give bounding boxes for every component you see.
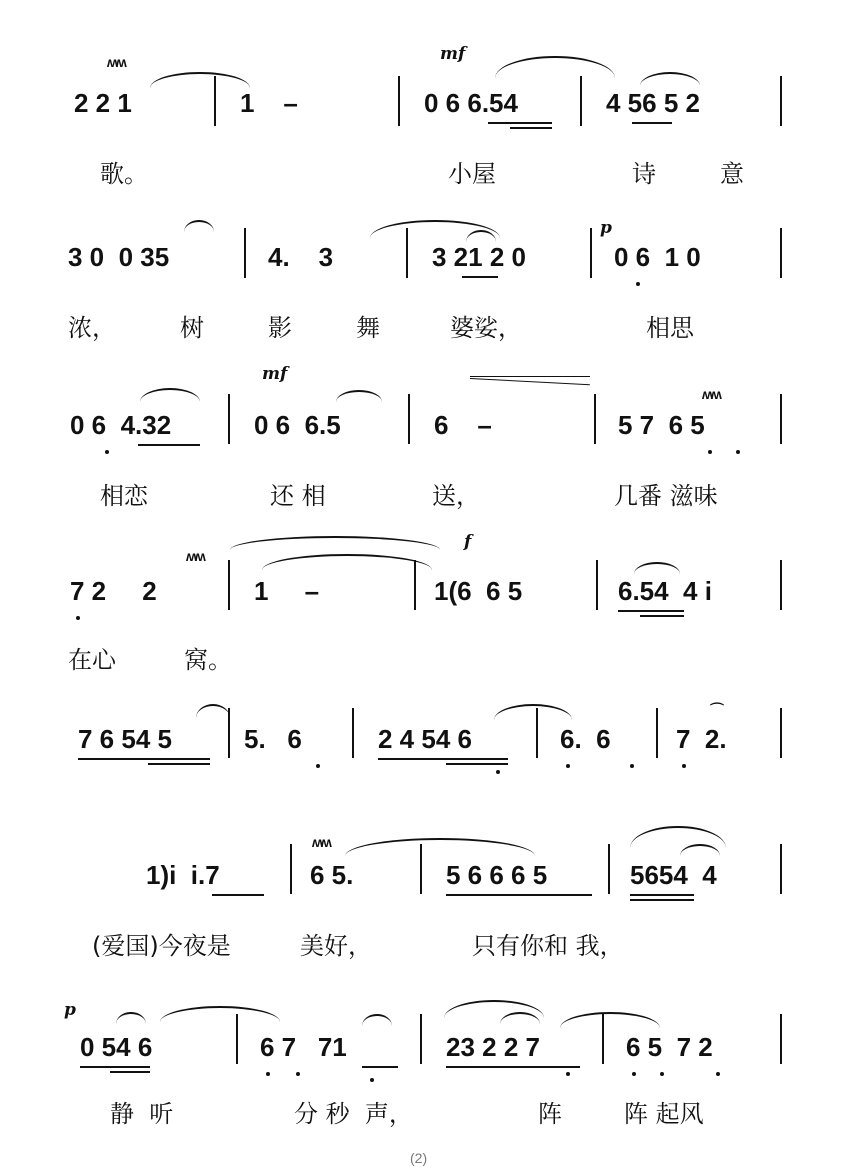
slur <box>262 554 432 570</box>
underline <box>148 763 210 765</box>
notes-measure: 4 56 5 2 <box>606 88 700 118</box>
underline <box>362 1066 398 1068</box>
slur <box>640 72 700 86</box>
notes-measure: 0 6 6.54 <box>424 88 518 118</box>
page-number: (2) <box>410 1150 428 1166</box>
bar-line <box>602 1014 604 1064</box>
octave-dot <box>296 1072 300 1076</box>
slur <box>140 388 200 402</box>
dynamic-mark: f <box>464 532 472 552</box>
underline <box>630 894 694 896</box>
lyric: 树 <box>180 314 204 342</box>
lyric: 诗 <box>632 160 656 188</box>
octave-dot <box>708 450 712 454</box>
notes-measure: 6.54 4 i <box>618 576 712 606</box>
bar-line <box>214 76 216 126</box>
slur <box>362 1014 392 1026</box>
lyric: 歌。 <box>100 160 148 188</box>
notes-measure: 2 4 54 6 <box>378 724 472 754</box>
bar-line <box>580 76 582 126</box>
notes-measure: 3 21 2 0 <box>432 242 526 272</box>
bar-line <box>594 394 596 444</box>
slur <box>345 838 535 856</box>
octave-dot <box>736 450 740 454</box>
lyric: 舞 <box>356 314 380 342</box>
slur <box>495 56 615 78</box>
lyric: 小屋 <box>448 160 496 188</box>
underline <box>632 122 672 124</box>
lyric: 分 秒 声， <box>294 1100 413 1128</box>
octave-dot <box>566 764 570 768</box>
underline <box>110 1071 150 1073</box>
octave-dot <box>636 282 640 286</box>
bar-line <box>590 228 592 278</box>
bar-line <box>656 708 658 758</box>
dynamic-mark: p <box>600 218 612 238</box>
lyric: 婆娑， <box>450 314 522 342</box>
bar-line <box>414 560 416 610</box>
slur <box>196 704 230 718</box>
slur <box>160 1006 280 1022</box>
octave-dot <box>76 616 80 620</box>
notes-measure: 1 – <box>254 576 320 606</box>
lyric: 只有你和 我， <box>472 932 624 960</box>
octave-dot <box>370 1078 374 1082</box>
lyric: 阵 <box>538 1100 562 1128</box>
lyric: 相思 <box>646 314 694 342</box>
octave-dot <box>566 1072 570 1076</box>
bar-line <box>596 560 598 610</box>
octave-dot <box>682 764 686 768</box>
underline <box>446 763 508 765</box>
bar-line <box>608 844 610 894</box>
lyric: 意 <box>720 160 744 188</box>
underline <box>138 444 200 446</box>
bar-line <box>780 228 782 278</box>
bar-line <box>228 394 230 444</box>
notes-measure: 0 6 6.5 <box>254 410 341 440</box>
slur <box>634 562 680 574</box>
lyric: 影 <box>268 314 292 342</box>
notes-measure: 1(6 6 5 <box>434 576 523 606</box>
bar-line <box>420 1014 422 1064</box>
mordent-mark: ʍʍ <box>702 386 720 402</box>
underline <box>80 1066 150 1068</box>
bar-line <box>244 228 246 278</box>
slur <box>494 704 572 720</box>
slur <box>116 1012 146 1024</box>
mordent-mark: ʍʍ <box>312 834 330 850</box>
notes-measure: 1 – <box>240 88 298 118</box>
underline <box>446 1066 580 1068</box>
bar-line <box>290 844 292 894</box>
octave-dot <box>660 1072 664 1076</box>
notes-measure: 3 0 0 35 <box>68 242 170 272</box>
notes-measure: 6 7 71 <box>260 1032 347 1062</box>
lyric: 阵 起风 <box>624 1100 704 1128</box>
lyric: 还 相 <box>270 482 326 510</box>
underline <box>630 899 694 901</box>
hairpin-line <box>470 378 590 385</box>
lyric: 几番 滋味 <box>614 482 718 510</box>
slur <box>560 1012 660 1028</box>
bar-line <box>236 1014 238 1064</box>
notes-measure: 23 2 2 7 <box>446 1032 540 1062</box>
notes-measure: 4. 3 <box>268 242 334 272</box>
lyric: 送， <box>432 482 480 510</box>
bar-line <box>780 1014 782 1064</box>
notes-measure: 6 5. <box>310 860 354 890</box>
slur <box>230 536 440 550</box>
notes-measure: 6 – <box>434 410 492 440</box>
underline <box>446 894 592 896</box>
mordent-mark: ʍʍ <box>186 548 204 564</box>
octave-dot <box>266 1072 270 1076</box>
octave-dot <box>496 770 500 774</box>
lyric: 在心 <box>68 646 116 674</box>
slur <box>150 72 250 88</box>
bar-line <box>228 708 230 758</box>
bar-line <box>780 76 782 126</box>
bar-line <box>780 844 782 894</box>
slur <box>336 390 382 402</box>
notes-measure: 0 54 6 <box>80 1032 153 1062</box>
octave-dot <box>632 1072 636 1076</box>
notes-measure: 2 2 1 <box>74 88 132 118</box>
dynamic-mark: mf <box>262 364 288 384</box>
mordent-mark: ʍʍ <box>107 54 125 70</box>
lyric: 美好， <box>300 932 372 960</box>
slur <box>184 220 214 232</box>
underline <box>462 276 498 278</box>
bar-line <box>352 708 354 758</box>
octave-dot <box>716 1072 720 1076</box>
notes-measure: 5 6 6 6 5 <box>446 860 548 890</box>
bar-line <box>780 560 782 610</box>
notes-measure: 5. 6 <box>244 724 302 754</box>
notes-measure: 5 7 6 5 <box>618 410 705 440</box>
notes-measure: 0 6 4.32 <box>70 410 172 440</box>
bar-line <box>780 708 782 758</box>
notes-measure: 7 2 2 <box>70 576 157 606</box>
underline <box>640 615 684 617</box>
bar-line <box>398 76 400 126</box>
lyric: (爱国)今夜是 <box>92 932 231 960</box>
dynamic-mark: mf <box>440 44 466 64</box>
lyric: 静 听 <box>110 1100 174 1128</box>
bar-line <box>536 708 538 758</box>
lyric: 窝。 <box>184 646 232 674</box>
notes-measure: 6. 6 <box>560 724 611 754</box>
underline <box>212 894 264 896</box>
bar-line <box>406 228 408 278</box>
underline <box>488 122 552 124</box>
underline <box>618 610 684 612</box>
octave-dot <box>105 450 109 454</box>
lyric: 浓， <box>68 314 116 342</box>
slur <box>630 826 726 848</box>
notes-measure: 5654 4 <box>630 860 717 890</box>
lyric: 相恋 <box>100 482 148 510</box>
underline <box>78 758 210 760</box>
bar-line <box>780 394 782 444</box>
dynamic-mark: p <box>64 1000 76 1020</box>
notes-measure: 6 5 7 2 <box>626 1032 713 1062</box>
octave-dot <box>630 764 634 768</box>
notes-measure: 1)i i.7 <box>146 860 220 890</box>
notes-measure: 7 2. <box>676 724 727 754</box>
bar-line <box>420 844 422 894</box>
bar-line <box>228 560 230 610</box>
fermata-mark: ⌒ <box>710 702 724 718</box>
bar-line <box>408 394 410 444</box>
notes-measure: 7 6 54 5 <box>78 724 172 754</box>
notes-measure: 0 6 1 0 <box>614 242 701 272</box>
hairpin-line <box>470 376 590 377</box>
octave-dot <box>316 764 320 768</box>
underline <box>378 758 508 760</box>
underline <box>510 127 552 129</box>
